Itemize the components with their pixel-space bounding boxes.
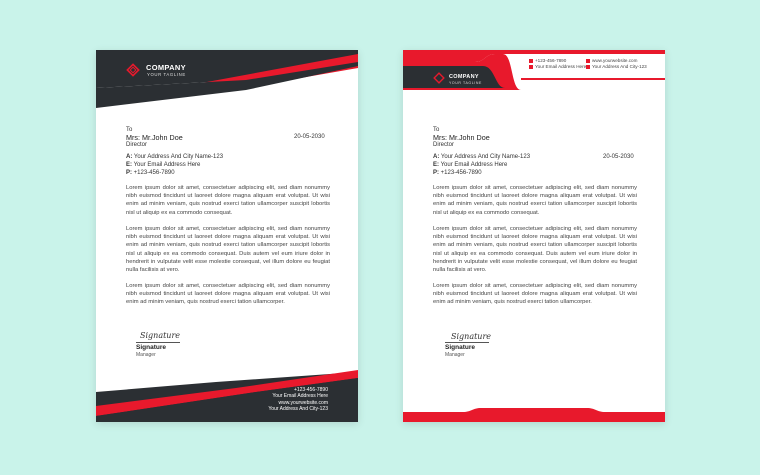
body-paragraph-3: Lorem ipsum dolor sit amet, consectetuer adipiscing elit, sed diam nonummy nibh euismod tincidunt ut laoreet dolore magna aliquam erat volutpat. Ut wisi enim ad minim veniam, quis nostrud exerci tation ullamcorper. <box>126 283 330 306</box>
address-line: A: Your Address And City Name-123 <box>126 154 224 160</box>
header-shapes <box>96 50 358 120</box>
recipient-title: Director <box>126 142 148 148</box>
footer-website: www.yourwebsite.com <box>278 399 328 406</box>
company-tagline: YOUR TAGLINE <box>147 72 186 77</box>
to-label: To <box>126 127 133 133</box>
signature-script: Signature <box>451 332 492 341</box>
letterhead-dark-red <box>96 50 358 422</box>
letter-date: 20-05-2030 <box>603 154 634 160</box>
phone-line: P: +123-456-7890 <box>433 170 482 176</box>
footer-red-band <box>403 408 665 422</box>
recipient-title: Director <box>433 142 455 148</box>
header-contacts-right: www.yourwebsite.com Your Address And City-123 <box>586 58 647 70</box>
signature-label: Signature <box>445 344 475 351</box>
body-paragraph-2: Lorem ipsum dolor sit amet, consectetuer adipiscing elit, sed diam nonummy nibh euismod tincidunt ut laoreet dolore magna aliquam erat volutpat. Ut wisi enim ad minim veniam, quis nostrud exerci tation ullamcorper suscipit lobortis nisl ut aliquip ex ea commodo consequat. Duis autem vel eum iriure dolor in hendrerit in vulputate velit esse molestie consequat, vel illum dolore eu feugiat nulla facilisis at vero. <box>126 226 330 274</box>
web-icon <box>586 59 590 63</box>
recipient-name: Mrs: Mr.John Doe <box>433 133 490 142</box>
email-line: E: Your Email Address Here <box>126 162 201 168</box>
to-label: To <box>433 127 440 133</box>
footer-shapes <box>403 406 665 422</box>
footer-email: Your Email Address Here <box>272 393 328 400</box>
recipient-name: Mrs: Mr.John Doe <box>126 133 183 142</box>
signature-script: Signature <box>140 331 181 340</box>
header-red-rule <box>521 78 665 80</box>
address-line: A: Your Address And City Name-123 <box>433 154 531 160</box>
footer-contacts <box>268 387 328 413</box>
phone-icon <box>529 59 533 63</box>
signature-role: Manager <box>136 352 156 358</box>
company-logo-icon <box>126 63 140 77</box>
letterhead-red-white <box>403 50 665 422</box>
email-icon <box>529 65 533 69</box>
phone-line: P: +123-456-7890 <box>126 170 175 176</box>
location-icon <box>586 65 590 69</box>
footer-phone: +123-456-7890 <box>293 387 328 393</box>
signature-label: Signature <box>136 344 166 351</box>
email-line: E: Your Email Address Here <box>433 162 508 168</box>
company-name: COMPANY <box>449 74 479 80</box>
signature-line <box>445 342 489 343</box>
body-paragraph-1: Lorem ipsum dolor sit amet, consectetuer adipiscing elit, sed diam nonummy nibh euismod tincidunt ut laoreet dolore magna aliquam erat volutpat. Ut wisi enim ad minim veniam, quis nostrud exerci tation ullamcorper suscipit lobortis nisl ut aliquip ex ea commodo consequat. <box>126 185 330 216</box>
company-tagline: YOUR TAGLINE <box>449 81 482 85</box>
header-contacts-left: +123-456-7890 Your Email Address Here <box>529 58 586 70</box>
company-name: COMPANY <box>146 63 186 72</box>
signature-role: Manager <box>445 352 465 358</box>
body-paragraph-1: Lorem ipsum dolor sit amet, consectetuer adipiscing elit, sed diam nonummy nibh euismod tincidunt ut laoreet dolore magna aliquam erat volutpat. Ut wisi enim ad minim veniam, quis nostrud exerci tation ullamcorper suscipit lobortis nisl ut aliquip ex ea commodo consequat. <box>433 185 637 216</box>
signature-line <box>136 342 180 343</box>
letter-date: 20-05-2030 <box>294 134 325 140</box>
body-paragraph-2: Lorem ipsum dolor sit amet, consectetuer adipiscing elit, sed diam nonummy nibh euismod tincidunt ut laoreet dolore magna aliquam erat volutpat. Ut wisi enim ad minim veniam, quis nostrud exerci tation ullamcorper suscipit lobortis nisl ut aliquip ex ea commodo consequat. Duis autem vel eum iriure dolor in hendrerit in vulputate velit esse molestie consequat, vel illum dolore eu feugiat nulla facilisis at vero. <box>433 226 637 274</box>
footer-address: Your Address And City-123 <box>268 406 328 413</box>
body-paragraph-3: Lorem ipsum dolor sit amet, consectetuer adipiscing elit, sed diam nonummy nibh euismod tincidunt ut laoreet dolore magna aliquam erat volutpat. Ut wisi enim ad minim veniam, quis nostrud exerci tation ullamcorper. <box>433 283 637 306</box>
company-logo-icon <box>433 72 445 84</box>
